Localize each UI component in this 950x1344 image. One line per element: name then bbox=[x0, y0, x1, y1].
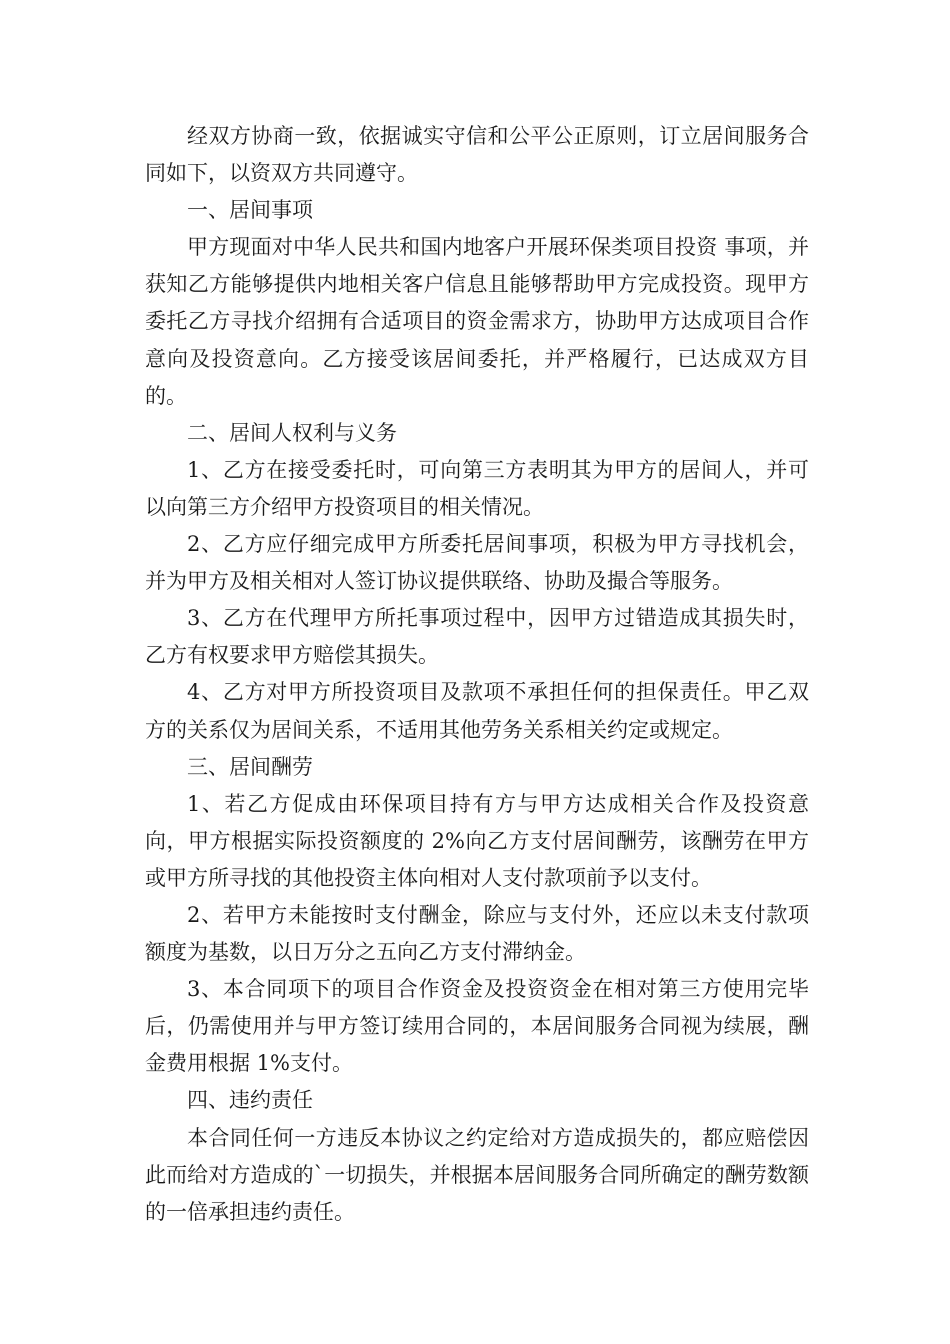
section3-item-1: 1、若乙方促成由环保项目持有方与甲方达成相关合作及投资意向，甲方根据实际投资额度的 2%向乙方支付居间酬劳，该酬劳在甲方或甲方所寻找的其他投资主体向相对人支付款项前予以支付。 bbox=[145, 791, 809, 890]
intro-paragraph: 经双方协商一致，依据诚实守信和公平公正原则，订立居间服务合同如下，以资双方共同遵守。 bbox=[145, 124, 809, 186]
section1-heading: 一、居间事项 bbox=[187, 198, 313, 223]
section3-item-2: 2、若甲方未能按时支付酬金，除应与支付外，还应以未支付款项额度为基数，以日万分之五向乙方支付滞纳金。 bbox=[145, 902, 809, 965]
section2-item-1: 1、乙方在接受委托时，可向第三方表明其为甲方的居间人，并可以向第三方介绍甲方投资项目的相关情况。 bbox=[145, 457, 809, 519]
section3-item-3: 3、本合同项下的项目合作资金及投资资金在相对第三方使用完毕后，仍需使用并与甲方签订续用合同的，本居间服务合同视为续展，酬金费用根据 1%支付。 bbox=[145, 977, 809, 1076]
section1-body: 甲方现面对中华人民共和国内地客户开展环保类项目投资 事项，并获知乙方能够提供内地相关客户信息且能够帮助甲方完成投资。现甲方委托乙方寻找介绍拥有合适项目的资金需求方，协助甲方达成项目合作意向及投资意向。乙方接受该居间委托，并严格履行，已达成双方目的。 bbox=[145, 235, 809, 408]
contract-page bbox=[145, 118, 809, 1231]
section2-heading: 二、居间人权利与义务 bbox=[187, 420, 397, 445]
section2-item-3: 3、乙方在代理甲方所托事项过程中，因甲方过错造成其损失时，乙方有权要求甲方赔偿其损失。 bbox=[145, 606, 809, 668]
section4-body: 本合同任何一方违反本协议之约定给对方造成损失的，都应赔偿因此而给对方造成的`一切损失，并根据本居间服务合同所确定的酬劳数额的一倍承担违约责任。 bbox=[145, 1125, 809, 1224]
section3-heading: 三、居间酬劳 bbox=[187, 754, 313, 779]
section2-item-4: 4、乙方对甲方所投资项目及款项不承担任何的担保责任。甲乙双方的关系仅为居间关系，不适用其他劳务关系相关约定或规定。 bbox=[145, 680, 809, 742]
section2-item-2: 2、乙方应仔细完成甲方所委托居间事项，积极为甲方寻找机会，并为甲方及相关相对人签订协议提供联络、协助及撮合等服务。 bbox=[145, 532, 809, 594]
section4-heading: 四、违约责任 bbox=[187, 1088, 313, 1113]
